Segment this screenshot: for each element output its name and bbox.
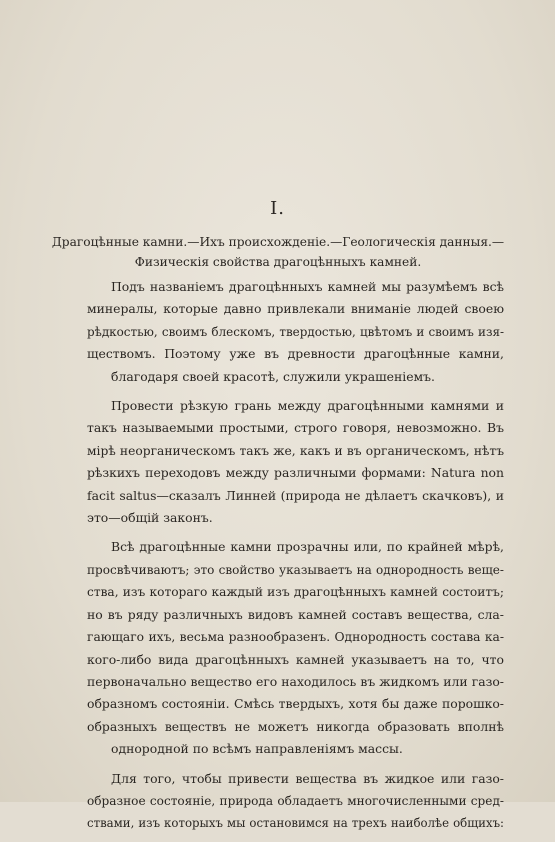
text-line: это—общій законъ. — [87, 510, 213, 526]
text-line: кого-либо вида драгоцѣнныхъ камней указываетъ на то, что — [87, 651, 504, 667]
text-line: ществомъ. Поэтому уже въ древности драгоцѣнные камни, — [87, 346, 504, 362]
chapter-subtitle — [42, 232, 514, 272]
text-line: однородной по всѣмъ направленіямъ массы. — [111, 741, 403, 757]
text-line: благодаря своей красотѣ, служили украшеніемъ. — [111, 368, 435, 384]
text-line: Для того, чтобы привести вещества въ жидкое или газо- — [111, 770, 504, 786]
text-line: мірѣ неорганическомъ такъ же, какъ и въ органическомъ, нѣтъ — [87, 443, 504, 458]
text-line: Провести рѣзкую грань между драгоцѣнными камнями и — [111, 398, 504, 414]
text-line: первоначально вещество его находилось въ жидкомъ или газо- — [87, 673, 504, 689]
text-line: facit saltus—сказалъ Линней (природа не дѣлаетъ скачковъ), и — [87, 487, 504, 503]
text-line: Всѣ драгоцѣнные камни прозрачны или, по крайней мѣрѣ, — [111, 539, 504, 555]
text-line: такъ называемыми простыми, строго говоря, невозможно. Въ — [87, 420, 504, 436]
text-line: просвѣчиваютъ; это свойство указываетъ на однородность веще- — [87, 562, 504, 577]
text-line: гающаго ихъ, весьма разнообразенъ. Однородность состава ка- — [87, 630, 504, 645]
body-text — [87, 276, 504, 842]
text-line: ства, изъ котораго каждый изъ драгоцѣнныхъ камней состоитъ; — [87, 585, 504, 600]
text-line: Подъ названіемъ драгоцѣнныхъ камней мы разумѣемъ всѣ — [111, 279, 504, 294]
text-line: образныхъ веществъ не можетъ никогда образовать вполнѣ — [87, 718, 504, 734]
chapter-number: I. — [270, 198, 285, 219]
paragraph — [87, 768, 504, 835]
paragraph — [87, 276, 504, 388]
text-line: рѣзкихъ переходовъ между различными формами: Natura non — [87, 465, 504, 481]
text-line: образное состояніе, природа обладаетъ многочисленными сред- — [87, 793, 504, 808]
paragraph — [87, 395, 504, 529]
chapter-subtitle-line: Физическія свойства драгоцѣнныхъ камней. — [134, 255, 422, 269]
text-line: но въ ряду различныхъ видовъ камней составъ вещества, сла- — [87, 606, 504, 622]
text-line: образномъ состояніи. Смѣсь твердыхъ, хотя бы даже порошко- — [87, 696, 504, 712]
text-line: минералы, которые давно привлекали вниманіе людей своею — [87, 301, 504, 317]
text-line: ствами, изъ которыхъ мы остановимся на трехъ наиболѣе общихъ: — [87, 816, 504, 831]
paragraph — [87, 536, 504, 760]
chapter-subtitle-line: Драгоцѣнные камни.—Ихъ происхожденіе.—Геологическія данныя.— — [51, 235, 505, 249]
text-line: рѣдкостью, своимъ блескомъ, твердостью, цвѣтомъ и своимъ изя- — [87, 324, 504, 339]
